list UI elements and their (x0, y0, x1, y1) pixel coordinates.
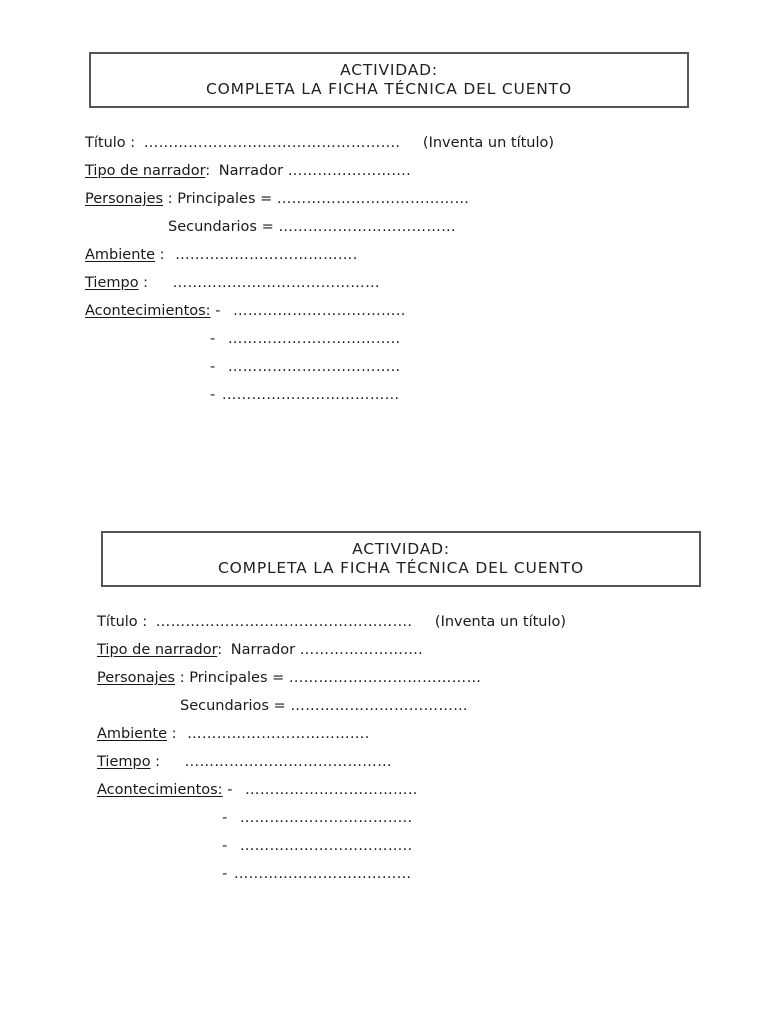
acontecimientos-label: Acontecimientos: (85, 303, 211, 319)
acontecimiento-blank-2[interactable]: …………………………….. (239, 810, 413, 826)
acontecimiento-dash: - (222, 866, 228, 882)
secundarios-row (180, 698, 468, 714)
acontecimiento-item-3 (222, 838, 412, 854)
titulo-blank[interactable]: ……………………………………………. (143, 135, 401, 151)
acontecimientos-label: Acontecimientos: (97, 782, 223, 798)
acontecimientos-row (97, 782, 418, 798)
acontecimiento-item-2 (222, 810, 412, 826)
titulo-hint: (Inventa un título) (422, 135, 555, 151)
principales-blank[interactable]: ………………………………… (276, 191, 470, 207)
ambiente-sep: : (167, 726, 177, 742)
acontecimiento-item-4 (222, 866, 411, 882)
tiempo-row (97, 754, 392, 770)
ambiente-sep: : (155, 247, 165, 263)
header-line-1: ACTIVIDAD: (340, 61, 438, 79)
tiempo-blank[interactable]: …………………………………… (172, 275, 380, 291)
tiempo-blank[interactable]: …………………………………… (184, 754, 392, 770)
narrador-blank[interactable]: ……………………. (299, 642, 424, 658)
acontecimiento-dash: - (215, 303, 221, 319)
tiempo-label: Tiempo (85, 275, 139, 291)
narrador-label: Tipo de narrador (85, 163, 206, 179)
header-line-1: ACTIVIDAD: (352, 540, 450, 558)
personajes-sep: : (163, 191, 173, 207)
acontecimiento-blank-3[interactable]: …………………………….. (239, 838, 413, 854)
principales-label: Principales = (177, 191, 273, 207)
narrador-sep: : (217, 642, 223, 658)
acontecimiento-blank-1[interactable]: …………………………….. (233, 303, 406, 319)
acontecimiento-dash: - (210, 331, 216, 347)
ambiente-label: Ambiente (85, 247, 155, 263)
personajes-label: Personajes (97, 670, 176, 686)
secundarios-blank[interactable]: ……………………………… (290, 698, 468, 714)
acontecimiento-blank-2[interactable]: …………………………….. (227, 331, 401, 347)
titulo-hint: (Inventa un título) (434, 614, 567, 630)
acontecimiento-dash: - (210, 359, 216, 375)
ambiente-blank[interactable]: ………………………………. (187, 726, 370, 742)
principales-label: Principales = (189, 670, 285, 686)
secundarios-label: Secundarios = (180, 698, 286, 714)
titulo-sep: : (137, 614, 148, 630)
acontecimiento-blank-3[interactable]: …………………………….. (227, 359, 401, 375)
titulo-blank[interactable]: ……………………………………………. (155, 614, 413, 630)
tiempo-sep: : (138, 275, 149, 291)
header-line-2: COMPLETA LA FICHA TÉCNICA DEL CUENTO (206, 80, 572, 98)
acontecimiento-blank-4[interactable]: ……………………………… (221, 387, 400, 403)
personajes-row (97, 670, 481, 686)
header-line-2: COMPLETA LA FICHA TÉCNICA DEL CUENTO (218, 559, 584, 577)
narrador-row (97, 642, 423, 658)
secundarios-blank[interactable]: ……………………………… (278, 219, 456, 235)
narrador-blank[interactable]: ……………………. (287, 163, 412, 179)
narrador-value: Narrador (230, 642, 296, 658)
titulo-label: Título (85, 135, 126, 151)
personajes-label: Personajes (85, 191, 164, 207)
ambiente-blank[interactable]: ………………………………. (175, 247, 358, 263)
personajes-sep: : (175, 670, 185, 686)
tiempo-label: Tiempo (97, 754, 151, 770)
acontecimiento-dash: - (227, 782, 233, 798)
ambiente-row (97, 726, 370, 742)
acontecimiento-dash: - (210, 387, 216, 403)
acontecimiento-dash: - (222, 810, 228, 826)
titulo-row (97, 614, 566, 630)
acontecimiento-blank-4[interactable]: ……………………………… (233, 866, 412, 882)
principales-blank[interactable]: ………………………………… (288, 670, 482, 686)
narrador-sep: : (205, 163, 211, 179)
acontecimiento-blank-1[interactable]: …………………………….. (245, 782, 418, 798)
secundarios-label: Secundarios = (168, 219, 274, 235)
narrador-label: Tipo de narrador (97, 642, 218, 658)
tiempo-sep: : (150, 754, 161, 770)
acontecimiento-dash: - (222, 838, 228, 854)
ambiente-label: Ambiente (97, 726, 167, 742)
activity-header (101, 531, 701, 587)
titulo-sep: : (125, 135, 136, 151)
narrador-value: Narrador (218, 163, 284, 179)
titulo-label: Título (97, 614, 138, 630)
